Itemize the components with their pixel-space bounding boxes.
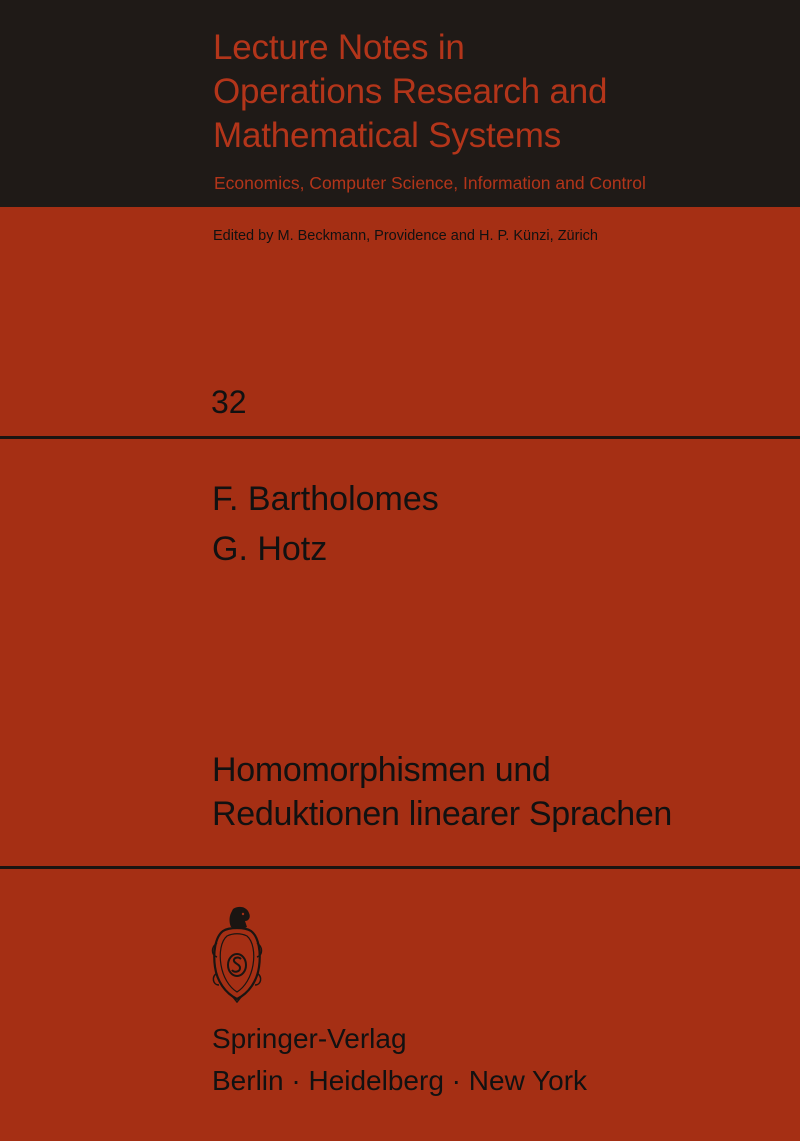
publisher-name: Springer-Verlag (212, 1023, 407, 1054)
author-name: F. Bartholomes (212, 480, 439, 518)
series-title (213, 26, 607, 158)
book-title (212, 748, 672, 836)
divider-bottom (0, 866, 800, 869)
publisher-locations: Berlin · Heidelberg · New York (212, 1065, 588, 1096)
author-name: G. Hotz (212, 530, 328, 568)
series-editors: Edited by M. Beckmann, Providence and H. P. Künzi, Zürich (213, 228, 598, 244)
authors (212, 474, 439, 574)
series-title-line: Lecture Notes in (213, 28, 465, 67)
springer-knight-logo-icon (205, 903, 269, 1003)
book-title-line: Reduktionen linearer Sprachen (212, 795, 673, 833)
series-subtitle: Economics, Computer Science, Information and Control (214, 173, 646, 193)
book-title-line: Homomorphismen und (212, 751, 551, 789)
series-title-line: Operations Research and (213, 72, 608, 111)
volume-number: 32 (211, 384, 247, 420)
series-title-line: Mathematical Systems (213, 116, 562, 155)
divider-top (0, 436, 800, 439)
publisher (212, 1018, 587, 1102)
series-band (0, 0, 800, 207)
